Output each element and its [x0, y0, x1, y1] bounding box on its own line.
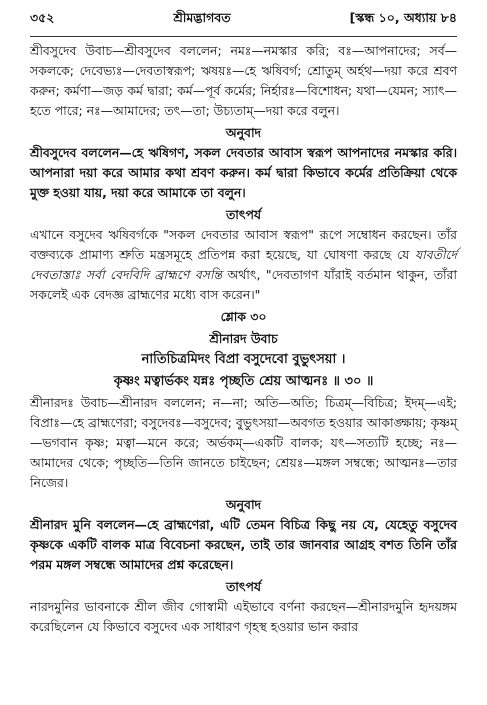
chapter-reference: [স্কন্ধ ১০, অধ্যায় ৮৪	[349, 10, 457, 25]
sloka-heading: শ্লোক ৩০	[220, 309, 267, 324]
translation-heading-2: অনুবাদ	[225, 497, 262, 512]
purport-text-b: অর্থাৎ, "দেবতাগণ যাঁরাই বর্তমান থাকুন, তাঁরা সকলেই এক বেদজ্ঞ ব্রাহ্মণের মধ্যে বাস করেন।"	[30, 267, 457, 302]
verse-line-2: কৃষ্ণং মত্বার্ভকং যন্নঃ পৃচ্ছতি শ্রেয় আত্মনঃ ॥ ৩০ ॥	[113, 374, 374, 389]
verse-line-1: নাতিচিত্রমিদং বিপ্রা বসুদেবো বুভুৎসয়া ।	[141, 352, 346, 367]
purport-heading-2: তাৎপর্য	[225, 579, 262, 594]
page-number: ৩৫২	[30, 10, 55, 25]
synonyms-paragraph-1: শ্রীবসুদেব উবাচ—শ্রীবসুদেব বললেন; নমঃ—নমস্কার করি; বঃ—আপনাদের; সর্ব—সকলকে; দেবেভ্যঃ—দেবতাস্বরূপ; ঋষয়ঃ—হে ঋষিবর্গ; শ্রোতুম্ অর্হথ—দয়া করে শ্রবণ করুন; কর্মণা—জড় কর্ম দ্বারা; কর্ম—পূর্ব কর্মের; নির্হারঃ—বিশোধন; যথা—যেমন; স্যাৎ—হতে পারে; নঃ—আমাদের; তৎ—তা; উচ্যতাম্—দয়া করে বলুন।	[30, 43, 457, 118]
sanskrit-quote: যাবতীর্দে দেবতাস্তাঃ সর্বা বেদবিদি ব্রাহ্মণে বসন্তি	[30, 247, 457, 282]
purport-text-a: এখানে বসুদেব ঋষিবর্গকে "সকল দেবতার আবাস স্বরূপ" রূপে সম্বোধন করছেন। তাঁর বক্তব্যকে প্রামাণ্য শ্রুতি মন্ত্রসমূহে প্রতিপন্ন করা হয়েছে, যা ঘোষণা করছে যে	[30, 227, 457, 262]
purport-paragraph-2: নারদমুনির ভাবনাকে শ্রীল জীব গোস্বামী এইভাবে বর্ণনা করছেন—শ্রীনারদমুনি হৃদয়ঙ্গম করেছিলেন যে কিভাবে বসুদেব এক সাধারণ গৃহস্থ হওয়ার ভান করার	[30, 599, 457, 634]
translation-heading-1: অনুবাদ	[225, 125, 262, 140]
purport-heading-1: তাৎপর্য	[225, 207, 262, 222]
synonyms-paragraph-2: শ্রীনারদঃ উবাচ—শ্রীনারদ বললেন; ন—না; অতি—অতি; চিত্রম্—বিচিত্র; ইদম্—এই; বিপ্রাঃ—হে ব্রাহ্মণেরা; বসুদেবঃ—বসুদেব; বুভুৎসয়া—অবগত হওয়ার আকাঙ্ক্ষায়; কৃষ্ণম্—ভগবান কৃষ্ণ; মত্বা—মনে করে; অর্ভকম্—একটি বালক; যৎ—সত্যটি হচ্ছে; নঃ—আমাদের থেকে; পৃচ্ছতি—তিনি জানতে চাইছেন; শ্রেয়ঃ—মঙ্গল সম্বন্ধে; আত্মনঃ—তার নিজের।	[30, 395, 457, 490]
page-header	[30, 10, 457, 34]
book-title: শ্রীমদ্ভাগবত	[173, 10, 231, 25]
translation-paragraph-2: শ্রীনারদ মুনি বললেন—হে ব্রাহ্মণেরা, এটি তেমন বিচিত্র কিছু নয় যে, যেহেতু বসুদেব কৃষ্ণকে একটি বালক মাত্র বিবেচনা করছেন, তাই তার জানবার আগ্রহ বশত তিনি তাঁর পরম মঙ্গল সম্বন্ধে আমাদের প্রশ্ন করেছেন।	[30, 517, 457, 572]
translation-paragraph-1: শ্রীবসুদেব বললেন—হে ঋষিগণ, সকল দেবতার আবাস স্বরূপ আপনাদের নমস্কার করি। আপনারা দয়া করে আমার কথা শ্রবণ করুন। কর্ম দ্বারা কিভাবে কর্মের প্রতিক্রিয়া থেকে মুক্ত হওয়া যায়, দয়া করে আমাকে তা বলুন।	[30, 145, 457, 200]
header-rule	[30, 36, 457, 37]
speaker-heading: শ্রীনারদ উবাচ	[209, 331, 278, 346]
purport-paragraph-1	[30, 225, 457, 305]
